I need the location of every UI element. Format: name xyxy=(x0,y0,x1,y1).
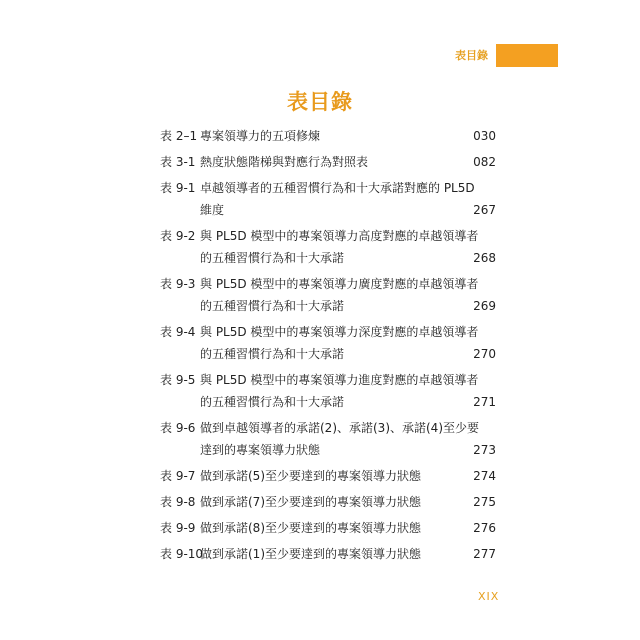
toc-entry[interactable] xyxy=(160,368,496,414)
entry-title-line: 做到承諾(5)至少要達到的專案領導力狀態 xyxy=(200,469,421,483)
entry-title-line: 與 PL5D 模型中的專案領導力深度對應的卓越領導者 xyxy=(200,325,479,339)
entry-title-line: 的五種習慣行為和十大承諾 xyxy=(200,299,345,313)
entry-number: 表 9-8 xyxy=(160,495,196,509)
toc-entry[interactable] xyxy=(160,416,496,462)
toc-entry[interactable] xyxy=(160,516,496,540)
entry-page-number: 273 xyxy=(473,443,496,457)
entry-page-number: 268 xyxy=(473,251,496,265)
entry-title-line: 與 PL5D 模型中的專案領導力進度對應的卓越領導者 xyxy=(200,373,479,387)
entry-title-line: 與 PL5D 模型中的專案領導力廣度對應的卓越領導者 xyxy=(200,277,479,291)
entry-page-number: 276 xyxy=(473,521,496,535)
entry-number: 表 3-1 xyxy=(160,155,196,169)
toc-entry[interactable] xyxy=(160,176,496,222)
entry-title-line: 專案領導力的五項修煉 xyxy=(200,129,321,143)
header-accent-bar xyxy=(496,44,558,67)
entry-title-line: 做到承諾(1)至少要達到的專案領導力狀態 xyxy=(200,547,421,561)
toc-entry[interactable] xyxy=(160,320,496,366)
page-title: 表目錄 xyxy=(287,90,353,114)
footer-page-number: XIX xyxy=(478,590,500,603)
toc-entry[interactable] xyxy=(160,542,496,566)
entry-page-number: 269 xyxy=(473,299,496,313)
entry-number: 表 9-2 xyxy=(160,229,196,243)
entry-number: 表 9-4 xyxy=(160,325,196,339)
entry-number: 表 9-10 xyxy=(160,547,204,561)
toc-entry[interactable] xyxy=(160,150,496,174)
entry-title-line: 的五種習慣行為和十大承諾 xyxy=(200,251,345,265)
toc-entry[interactable] xyxy=(160,124,496,148)
entry-number: 表 9-6 xyxy=(160,421,196,435)
toc-entry[interactable] xyxy=(160,464,496,488)
entry-title-line: 的五種習慣行為和十大承諾 xyxy=(200,395,345,409)
entry-title-line: 熱度狀態階梯與對應行為對照表 xyxy=(200,155,369,169)
entry-page-number: 274 xyxy=(473,469,496,483)
entry-number: 表 9-1 xyxy=(160,181,196,195)
toc-entry[interactable] xyxy=(160,490,496,514)
entry-title-line: 做到承諾(7)至少要達到的專案領導力狀態 xyxy=(200,495,421,509)
entry-number: 表 9-7 xyxy=(160,469,196,483)
entry-page-number: 277 xyxy=(473,547,496,561)
entry-page-number: 267 xyxy=(473,203,496,217)
table-of-tables-list xyxy=(160,124,496,568)
toc-entry[interactable] xyxy=(160,224,496,270)
entry-title-line: 做到承諾(8)至少要達到的專案領導力狀態 xyxy=(200,521,421,535)
entry-page-number: 271 xyxy=(473,395,496,409)
toc-entry[interactable] xyxy=(160,272,496,318)
entry-title-line: 達到的專案領導力狀態 xyxy=(200,443,321,457)
entry-title-line: 維度 xyxy=(200,203,225,217)
entry-number: 表 9-9 xyxy=(160,521,196,535)
entry-page-number: 275 xyxy=(473,495,496,509)
running-header-label: 表目錄 xyxy=(455,49,488,62)
entry-page-number: 082 xyxy=(473,155,496,169)
entry-title-line: 與 PL5D 模型中的專案領導力高度對應的卓越領導者 xyxy=(200,229,479,243)
entry-number: 表 2–1 xyxy=(160,129,198,143)
entry-title-line: 卓越領導者的五種習慣行為和十大承諾對應的 PL5D xyxy=(200,181,475,195)
entry-page-number: 030 xyxy=(473,129,496,143)
entry-number: 表 9-5 xyxy=(160,373,196,387)
entry-number: 表 9-3 xyxy=(160,277,196,291)
entry-title-line: 的五種習慣行為和十大承諾 xyxy=(200,347,345,361)
entry-title-line: 做到卓越領導者的承諾(2)、承諾(3)、承諾(4)至少要 xyxy=(200,421,479,435)
entry-page-number: 270 xyxy=(473,347,496,361)
